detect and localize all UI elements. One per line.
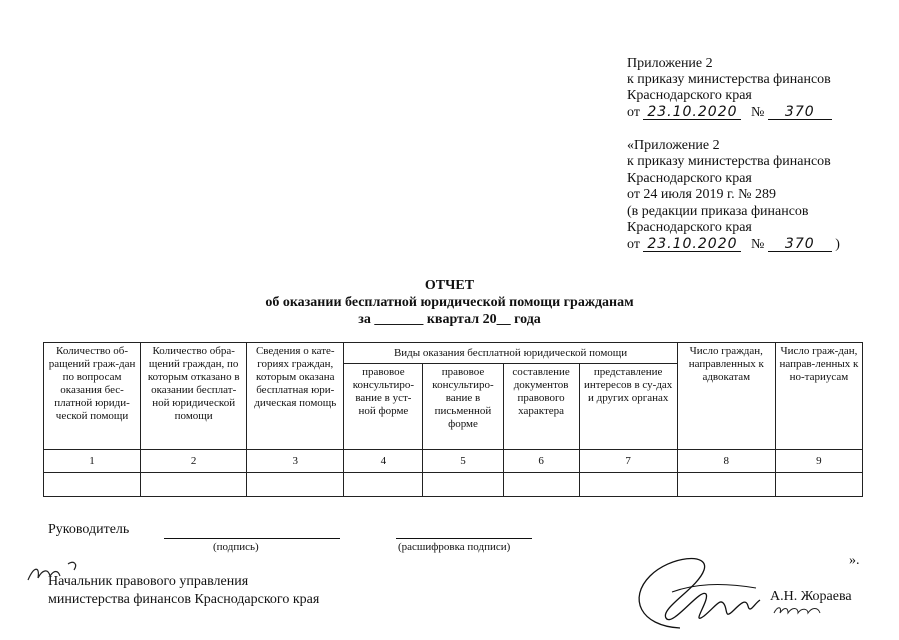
signature-caption: (подпись): [213, 541, 259, 553]
quoted-order-line: к приказу министерства финансов: [627, 154, 831, 169]
appendix-date: 23.10.2020: [643, 105, 741, 120]
col-number: 9: [775, 450, 862, 473]
chief-title-line1: Начальник правового управления: [48, 574, 249, 589]
col-header-documents: составление документов правового характера: [503, 364, 579, 450]
quoted-date: 23.10.2020: [643, 237, 741, 252]
report-table: [43, 342, 863, 497]
quoted-date-prefix: от: [627, 237, 640, 252]
quoted-appendix-title: «Приложение 2: [627, 138, 720, 153]
empty-cell[interactable]: [579, 473, 677, 497]
empty-cell[interactable]: [44, 473, 141, 497]
col-number: 4: [344, 450, 423, 473]
col-header-oral-consult: правовое консультиро-вание в уст-ной форме: [344, 364, 423, 450]
col-number: 6: [503, 450, 579, 473]
empty-cell[interactable]: [775, 473, 862, 497]
appendix-title: Приложение 2: [627, 56, 713, 71]
decode-line: [396, 538, 532, 539]
quoted-number-sign: №: [750, 237, 765, 252]
report-subtitle: об оказании бесплатной юридической помощи гражданам: [265, 295, 634, 310]
col-header-categories: Сведения о кате-гориях граждан, которым оказана бесплатная юри-дическая помощь: [247, 343, 344, 450]
quoted-number: 370: [768, 237, 832, 252]
col-number: 5: [423, 450, 503, 473]
handwritten-initials: [772, 603, 832, 617]
quoted-original-date: от 24 июля 2019 г. № 289: [627, 187, 776, 202]
col-header-group-types: Виды оказания бесплатной юридической помощи: [344, 343, 677, 364]
col-header-written-consult: правовое консультиро-вание в письменной форме: [423, 364, 503, 450]
chief-title-line2: министерства финансов Краснодарского края: [48, 592, 320, 607]
col-header-refusals: Количество обра-щений граждан, по которым отказано в оказании бесплат-ной юридической помощи: [141, 343, 247, 450]
empty-cell[interactable]: [677, 473, 775, 497]
col-number: 1: [44, 450, 141, 473]
decode-caption: (расшифровка подписи): [398, 541, 511, 553]
appendix-date-prefix: от: [627, 105, 640, 120]
empty-cell[interactable]: [503, 473, 579, 497]
appendix-order-line: к приказу министерства финансов: [627, 72, 831, 87]
signature-line: [164, 538, 340, 539]
col-header-notaries: Число граж-дан, направ-ленных к но-тариусам: [775, 343, 862, 450]
quoted-date-line: [627, 237, 840, 253]
quoted-close-paren: ): [835, 237, 840, 252]
quoted-edition-line: (в редакции приказа финансов: [627, 204, 809, 219]
chief-name: А.Н. Жораева: [770, 589, 852, 604]
col-number: 8: [677, 450, 775, 473]
head-label: Руководитель: [48, 522, 130, 537]
col-header-lawyers: Число граждан, направленных к адвокатам: [677, 343, 775, 450]
appendix-number: 370: [768, 105, 832, 120]
col-number: 2: [141, 450, 247, 473]
handwritten-signature: [620, 548, 770, 636]
empty-cell[interactable]: [344, 473, 423, 497]
quoted-region-line: Краснодарского края: [627, 171, 752, 186]
quoted-region-line-2: Краснодарского края: [627, 220, 752, 235]
col-header-requests: Количество об-ращений граж-дан по вопросам оказания бес-платной юриди-ческой помощи: [44, 343, 141, 450]
appendix-number-sign: №: [750, 105, 765, 120]
col-number: 7: [579, 450, 677, 473]
empty-cell[interactable]: [141, 473, 247, 497]
closing-quote: ».: [849, 553, 860, 568]
empty-cell[interactable]: [423, 473, 503, 497]
report-title: ОТЧЕТ: [424, 278, 475, 293]
handwritten-acting-note: [24, 556, 94, 588]
col-header-representation: представление интересов в су-дах и других органах: [579, 364, 677, 450]
empty-cell[interactable]: [247, 473, 344, 497]
appendix-date-line: [627, 105, 832, 121]
col-number: 3: [247, 450, 344, 473]
table-row: [44, 473, 863, 497]
appendix-region-line: Краснодарского края: [627, 88, 752, 103]
report-period: за _______ квартал 20__ года: [358, 312, 541, 327]
